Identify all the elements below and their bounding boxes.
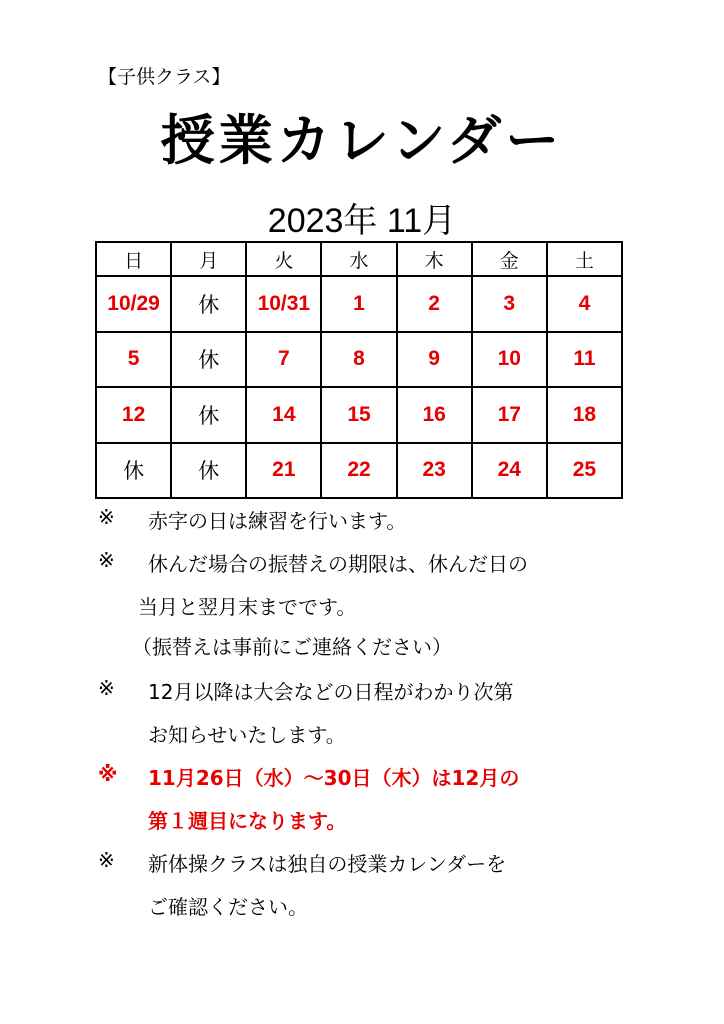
note-text: 休んだ場合の振替えの期限は、休んだ日の [148, 552, 528, 576]
calendar-day-cell: 2 [397, 276, 472, 332]
calendar-day-cell: 22 [321, 443, 396, 499]
calendar-day-cell: 14 [246, 387, 321, 443]
calendar-week-row [96, 443, 622, 499]
calendar-day-cell: 4 [547, 276, 622, 332]
calendar-day-cell: 1 [321, 276, 396, 332]
calendar-day-cell: 10 [472, 332, 547, 388]
note-mark: ※ [98, 762, 118, 786]
weekday-mon: 月 [171, 242, 246, 276]
calendar-week-row [96, 276, 622, 332]
note-text: 当月と翌月末までです。 [138, 595, 357, 619]
note-mark: ※ [98, 848, 115, 872]
calendar-day-cell: 休 [96, 443, 171, 499]
note-text: ご確認ください。 [148, 895, 308, 919]
weekday-header-row [96, 242, 622, 276]
calendar-month: 2023年 11月 [267, 202, 457, 240]
calendar-day-cell: 21 [246, 443, 321, 499]
calendar-day-cell: 5 [96, 332, 171, 388]
calendar-day-cell: 23 [397, 443, 472, 499]
calendar-day-cell: 9 [397, 332, 472, 388]
page-title: 授業カレンダー [160, 109, 564, 172]
note-text: 11月26日（水）～30日（木）は12月の [148, 766, 520, 790]
weekday-sun: 日 [96, 242, 171, 276]
calendar-day-cell: 休 [171, 332, 246, 388]
note-text: 12月以降は大会などの日程がわかり次第 [148, 680, 514, 704]
calendar-day-cell: 15 [321, 387, 396, 443]
weekday-sat: 土 [547, 242, 622, 276]
weekday-wed: 水 [321, 242, 396, 276]
calendar-day-cell: 25 [547, 443, 622, 499]
calendar-day-cell: 16 [397, 387, 472, 443]
note-mark: ※ [98, 505, 115, 529]
weekday-tue: 火 [246, 242, 321, 276]
note-text: 赤字の日は練習を行います。 [148, 509, 407, 533]
calendar-week-row [96, 387, 622, 443]
note-text: （振替えは事前にご連絡ください） [132, 635, 452, 659]
calendar-day-cell: 3 [472, 276, 547, 332]
calendar-day-cell: 8 [321, 332, 396, 388]
calendar-day-cell: 12 [96, 387, 171, 443]
weekday-fri: 金 [472, 242, 547, 276]
calendar-day-cell: 17 [472, 387, 547, 443]
note-text: 第１週目になります。 [148, 809, 347, 833]
note-mark: ※ [98, 676, 115, 700]
calendar-day-cell: 休 [171, 443, 246, 499]
calendar-day-cell: 10/29 [96, 276, 171, 332]
calendar-day-cell: 11 [547, 332, 622, 388]
note-text: 新体操クラスは独自の授業カレンダーを [148, 852, 507, 876]
calendar-day-cell: 7 [246, 332, 321, 388]
class-label: 【子供クラス】 [98, 66, 231, 88]
calendar-week-row [96, 332, 622, 388]
calendar-day-cell: 休 [171, 387, 246, 443]
note-text: お知らせいたします。 [148, 723, 346, 747]
calendar-day-cell: 24 [472, 443, 547, 499]
calendar-table [95, 241, 623, 499]
calendar-day-cell: 休 [171, 276, 246, 332]
note-mark: ※ [98, 548, 115, 572]
weekday-thu: 木 [397, 242, 472, 276]
calendar-day-cell: 10/31 [246, 276, 321, 332]
calendar-day-cell: 18 [547, 387, 622, 443]
